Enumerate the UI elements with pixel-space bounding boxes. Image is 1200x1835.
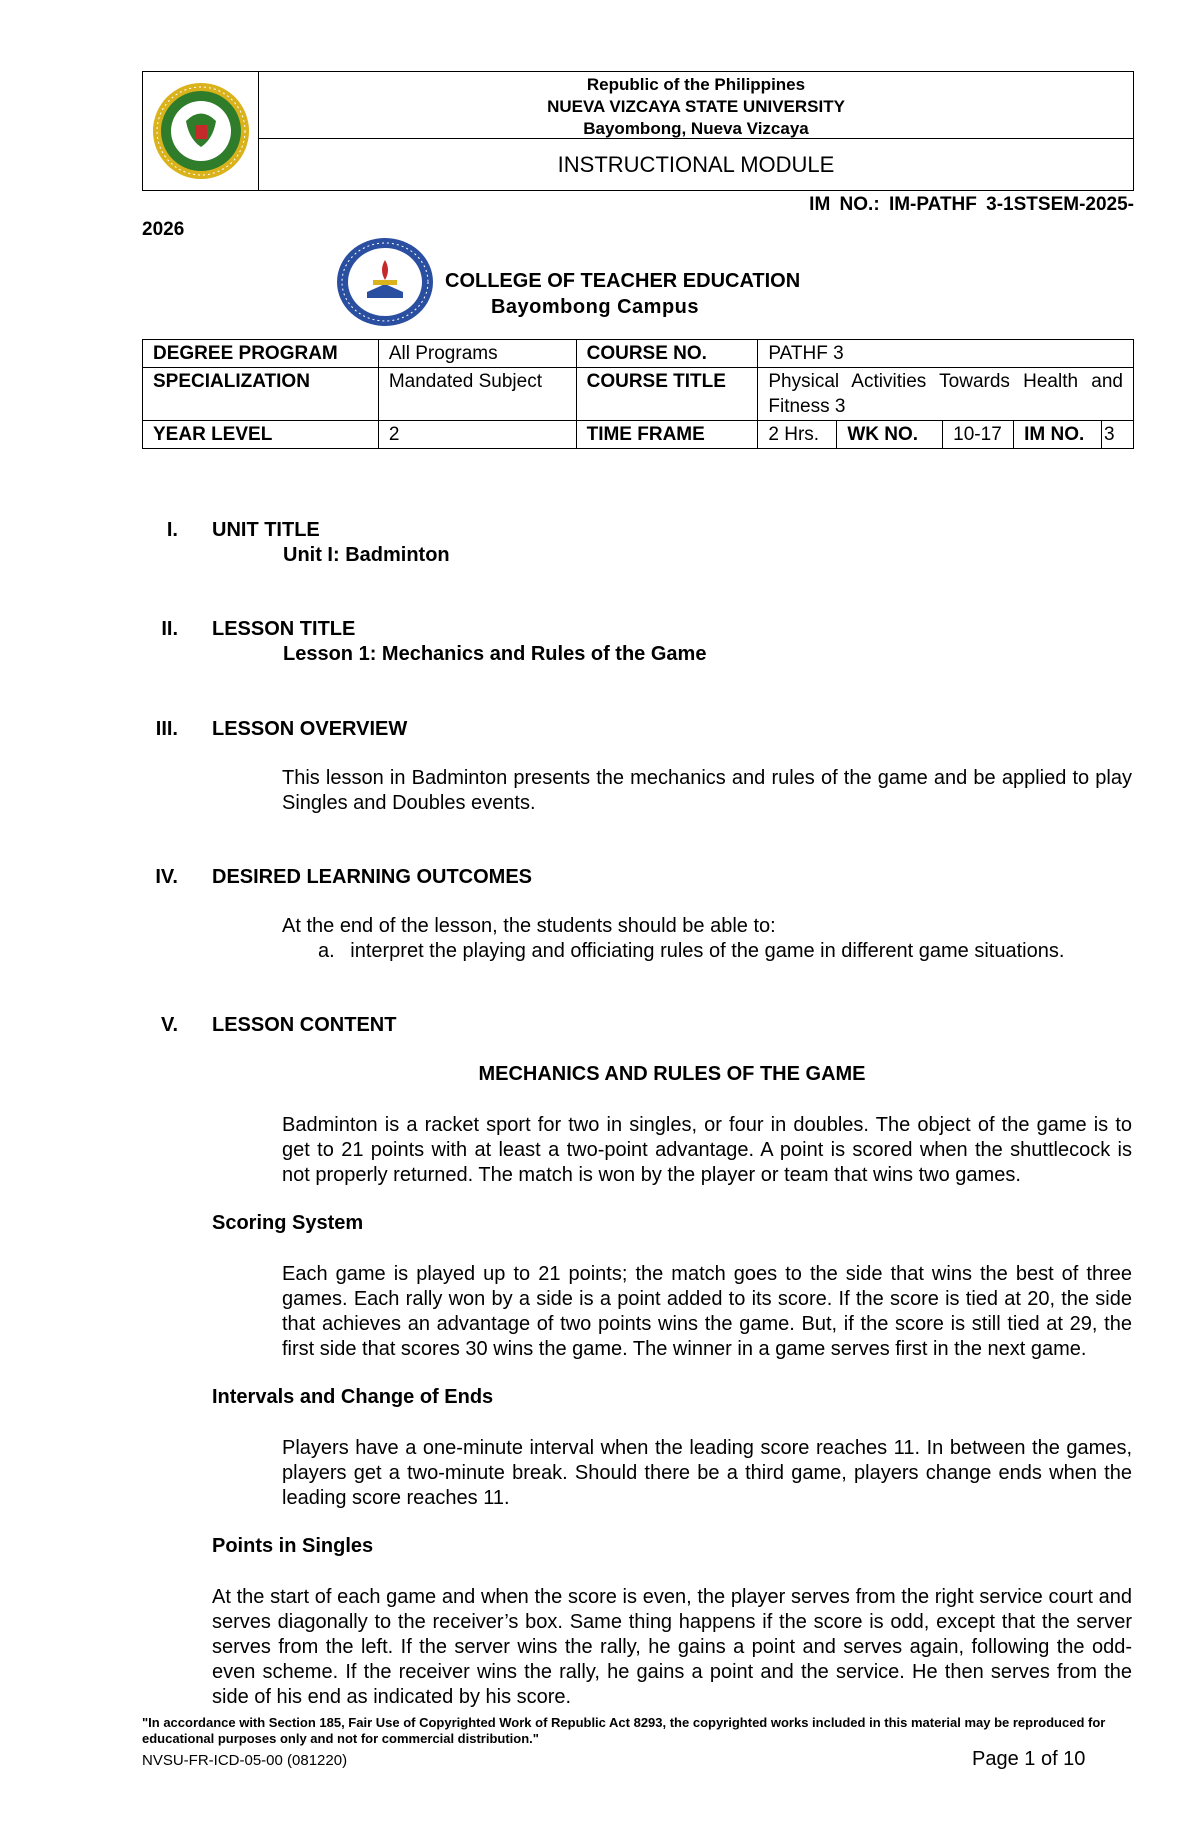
course-no-label: COURSE NO. xyxy=(576,340,758,368)
section-number: I. xyxy=(166,519,178,541)
outcomes-intro-text: At the end of the lesson, the students should be able to: xyxy=(282,915,776,937)
section-number: IV. xyxy=(155,866,178,888)
university-seal-icon xyxy=(151,81,251,181)
week-number-value: 10-17 xyxy=(943,421,1014,449)
college-campus: Bayombong Campus xyxy=(490,296,700,318)
university-location: Bayombong, Nueva Vizcaya xyxy=(583,119,809,138)
time-frame-label: TIME FRAME xyxy=(576,421,758,449)
course-title-value: Physical Activities Towards Health and Fitness 3 xyxy=(758,368,1134,421)
section-title: LESSON OVERVIEW xyxy=(212,718,408,740)
time-frame-value: 2 Hrs. xyxy=(758,421,837,449)
outcome-marker: a. xyxy=(318,940,335,962)
course-title-label: COURSE TITLE xyxy=(576,368,758,421)
college-block xyxy=(335,236,855,328)
lesson-title: Lesson 1: Mechanics and Rules of the Game xyxy=(283,643,707,665)
section-title: DESIRED LEARNING OUTCOMES xyxy=(212,866,533,888)
singles-text: At the start of each game and when the score is even, the player serves from the right service court and serves diagonally to the receiver’s box. Same thing happens if the score is odd, except that the server serves from the left. If the server wins the rally, he gains a point and serves again, following the odd-even scheme. If the receiver wins the rally, he gains a point and the service. He then serves from the side of his end as indicated by his score. xyxy=(212,1586,1132,1708)
degree-program-value: All Programs xyxy=(378,340,576,368)
im-number-text: IM NO.: IM-PATHF 3-1STSEM-2025- xyxy=(809,194,1134,215)
outcomes-intro xyxy=(212,914,1132,939)
table-row xyxy=(143,368,1134,421)
specialization-value: Mandated Subject xyxy=(378,368,576,421)
specialization-label: SPECIALIZATION xyxy=(143,368,379,421)
header-text-cell xyxy=(259,72,1133,190)
university-name: NUEVA VIZCAYA STATE UNIVERSITY xyxy=(547,97,845,116)
im-number-label: IM NO. xyxy=(1014,421,1102,449)
section-number: V. xyxy=(160,1014,178,1036)
overview-text: This lesson in Badminton presents the mechanics and rules of the game and be applied to play Singles and Doubles events. xyxy=(282,767,1132,814)
content-intro-text: Badminton is a racket sport for two in singles, or four in doubles. The object of the game is to get to 21 points with at least a two-point advantage. A point is scored when the shuttlecock is not properly returned. The match is won by the player or team that wins two games. xyxy=(282,1114,1132,1186)
overview-paragraph xyxy=(212,766,1132,816)
document-type: INSTRUCTIONAL MODULE xyxy=(557,151,835,177)
singles-paragraph xyxy=(212,1585,1132,1710)
course-info-table xyxy=(142,339,1134,449)
section-title: UNIT TITLE xyxy=(212,519,320,541)
singles-heading: Points in Singles xyxy=(212,1535,374,1557)
intervals-heading: Intervals and Change of Ends xyxy=(212,1386,494,1408)
university-logo-cell xyxy=(143,72,259,190)
scoring-text: Each game is played up to 21 points; the match goes to the side that wins the best of three games. Each rally won by a side is a point added to its score. If the score is tied at 20, the side that achieves an advantage of two points wins the game. But, if the score is still tied at 29, the first side that scores 30 wins the game. The winner in a game serves first in the next game. xyxy=(282,1263,1132,1360)
content-intro xyxy=(212,1113,1132,1188)
year-level-label: YEAR LEVEL xyxy=(143,421,379,449)
copyright-note: "In accordance with Section 185, Fair Use of Copyrighted Work of Republic Act 8293, the copyrighted works included in this material may be reproduced for educational purposes only and not for commercial distribution." xyxy=(142,1715,1106,1746)
content-main-heading: MECHANICS AND RULES OF THE GAME xyxy=(478,1063,866,1085)
college-name: COLLEGE OF TEACHER EDUCATION xyxy=(445,270,801,292)
week-number-label: WK NO. xyxy=(837,421,943,449)
college-name-block xyxy=(445,268,865,320)
scoring-paragraph xyxy=(212,1262,1132,1362)
header-table xyxy=(142,71,1134,191)
section-number: II. xyxy=(161,618,178,640)
page-number: Page 1 of 10 xyxy=(972,1748,1086,1770)
section-title: LESSON CONTENT xyxy=(212,1014,397,1036)
year-level-value: 2 xyxy=(378,421,576,449)
institution-block xyxy=(259,72,1133,139)
degree-program-label: DEGREE PROGRAM xyxy=(143,340,379,368)
scoring-heading: Scoring System xyxy=(212,1212,364,1234)
intervals-paragraph xyxy=(212,1436,1132,1511)
table-row xyxy=(143,340,1134,368)
section-title: LESSON TITLE xyxy=(212,618,356,640)
form-code: NVSU-FR-ICD-05-00 (081220) xyxy=(142,1752,348,1769)
section-number: III. xyxy=(155,718,178,740)
im-number-year: 2026 xyxy=(142,219,185,240)
college-seal-icon xyxy=(335,236,435,328)
im-number-value: 3 xyxy=(1102,421,1134,449)
outcome-item xyxy=(318,939,1064,964)
unit-title: Unit I: Badminton xyxy=(283,544,450,566)
course-no-value: PATHF 3 xyxy=(758,340,1134,368)
intervals-text: Players have a one-minute interval when the leading score reaches 11. In between the games, players get a two-minute break. Should there be a third game, players change ends when the leading score reaches 11. xyxy=(282,1437,1132,1509)
republic-line: Republic of the Philippines xyxy=(586,75,806,94)
outcome-text: interpret the playing and officiating rules of the game in different game situations. xyxy=(350,940,1065,962)
table-row xyxy=(143,421,1134,449)
